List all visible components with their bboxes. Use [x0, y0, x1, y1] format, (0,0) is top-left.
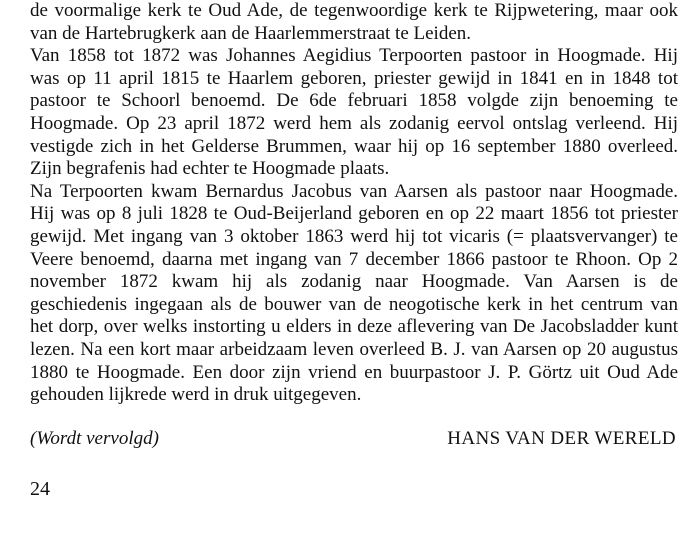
text-line: de voormalige kerk te Oud Ade, de tegenwoordige kerk te Rijpwetering, maar ook	[30, 0, 678, 21]
text-line: Na Terpoorten kwam Bernardus Jacobus van Aarsen als pastoor naar Hoogmade.	[30, 180, 678, 202]
text-line: Van 1858 tot 1872 was Johannes Aegidius Terpoorten pastoor in Hoogmade. Hij	[30, 45, 678, 67]
article-body	[30, 0, 678, 407]
paragraph-intro-end	[30, 0, 678, 45]
text-line: het dorp, over welks instorting u elders in deze aflevering van De Jacobsladder kunt	[30, 316, 678, 338]
text-line: geschiedenis ingegaan als de bouwer van de neogotische kerk in het centrum van	[30, 293, 678, 315]
to-be-continued-note: (Wordt vervolgd)	[30, 428, 159, 449]
text-line: gewijd. Met ingang van 3 oktober 1863 werd hij tot vicaris (= plaatsvervanger) te	[30, 225, 678, 247]
text-line: gehouden lijkrede werd in druk uitgegeven.	[30, 384, 362, 406]
text-line: Zijn begrafenis had echter te Hoogmade plaats.	[30, 158, 390, 180]
text-line: Veere benoemd, daarna met ingang van 7 december 1866 pastoor te Rhoon. Op 2	[30, 248, 678, 270]
text-line: pastoor te Schoorl benoemd. De 6de februari 1858 volgde zijn benoeming te	[30, 90, 678, 112]
text-line: Hij was op 8 juli 1828 te Oud-Beijerland geboren en op 22 maart 1856 tot priester	[30, 203, 678, 225]
signoff	[30, 427, 678, 453]
text-line: was op 11 april 1815 te Haarlem geboren, priester gewijd in 1841 en in 1848 tot	[30, 67, 678, 89]
paragraph-van-aarsen	[30, 181, 678, 407]
text-line: Hoogmade. Op 23 april 1872 werd hem als zodanig eervol ontslag verleend. Hij	[30, 112, 678, 134]
text-line: 1880 te Hoogmade. Een door zijn vriend en buurpastoor J. P. Görtz uit Oud Ade	[30, 361, 678, 383]
text-line: november 1872 kwam hij als zodanig naar Hoogmade. Van Aarsen is de	[30, 271, 678, 293]
text-line: van de Hartebrugkerk aan de Haarlemmerstraat te Leiden.	[30, 22, 471, 44]
author-name: HANS VAN DER WERELD	[447, 428, 676, 449]
paragraph-terpoorten	[30, 45, 678, 181]
page-number: 24	[30, 478, 50, 500]
text-line: vestigde zich in het Gelderse Brummen, waar hij op 16 september 1880 overleed.	[30, 135, 678, 157]
text-line: lezen. Na een kort maar arbeidzaam leven overleed B. J. van Aarsen op 20 augustus	[30, 338, 678, 360]
